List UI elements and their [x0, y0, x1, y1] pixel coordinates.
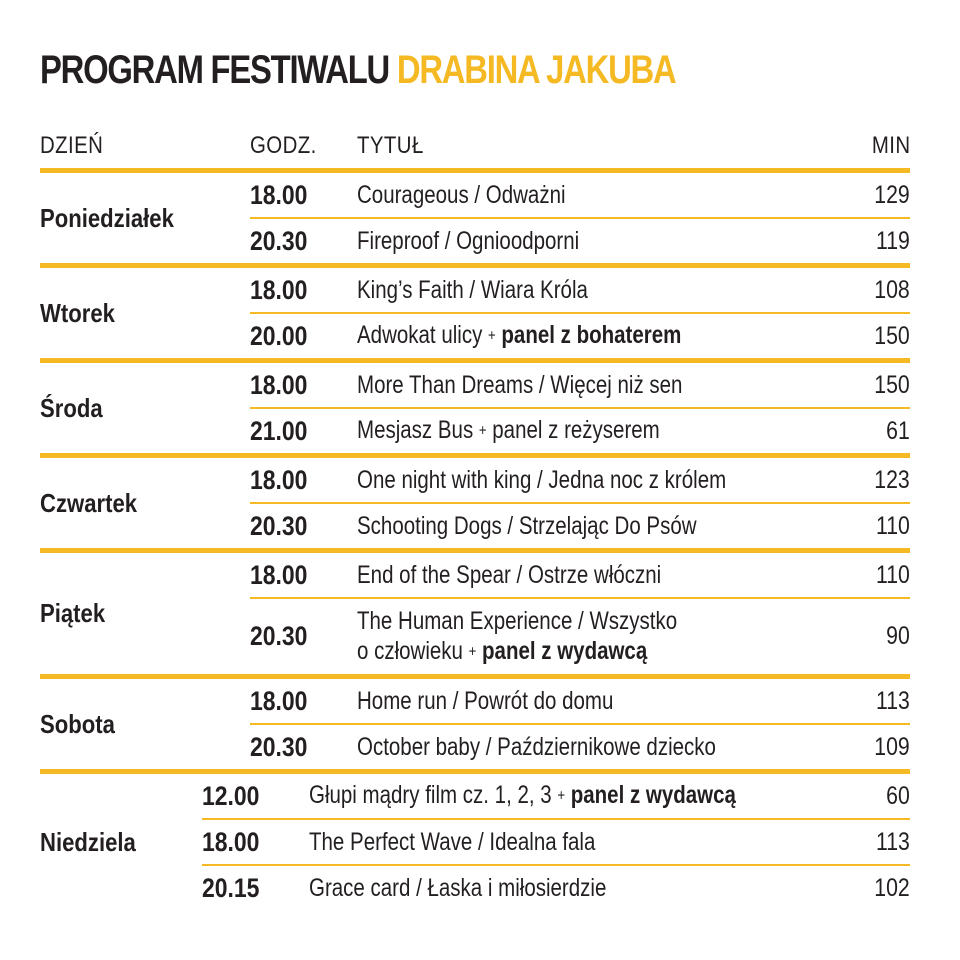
show-time: 18.00: [250, 685, 308, 716]
film-title-text: Home run / Powrót do domu: [357, 687, 614, 715]
film-title: [309, 873, 830, 903]
day-group: [40, 774, 910, 910]
day-name: [40, 458, 250, 548]
film-title-text: Fireproof / Ognioodporni: [357, 227, 580, 255]
panel-label: panel z bohaterem: [501, 321, 682, 350]
film-title: [357, 415, 830, 446]
duration-value: 110: [876, 560, 910, 589]
table-row: [250, 409, 910, 453]
film-title-text: End of the Spear / Ostrze włóczni: [357, 561, 662, 589]
show-time: 12.00: [202, 780, 260, 811]
day-group: [40, 553, 910, 674]
header-title: TYTUŁ: [357, 132, 424, 159]
duration-value: 129: [874, 180, 910, 209]
film-title-text: The Human Experience / Wszystko: [357, 606, 678, 635]
day-group: [40, 679, 910, 769]
duration: [830, 276, 910, 305]
film-title: [357, 180, 830, 210]
film-extra: panel z reżyserem: [492, 416, 660, 445]
day-group: [40, 173, 910, 263]
film-title-text: One night with king / Jedna noc z królem: [357, 466, 727, 494]
table-row: [250, 504, 910, 548]
day-name-label: Niedziela: [40, 826, 136, 857]
duration-value: 109: [874, 732, 910, 761]
schedule-body: [40, 168, 910, 910]
day-name-label: Czwartek: [40, 487, 138, 518]
duration: [830, 622, 910, 651]
film-title: [357, 686, 830, 716]
table-row: [250, 219, 910, 263]
film-title: [357, 465, 830, 495]
duration-value: 108: [874, 275, 910, 304]
duration-value: 150: [874, 370, 910, 399]
day-name-label: Poniedziałek: [40, 202, 174, 233]
film-title: [357, 370, 830, 400]
film-title: [357, 560, 830, 590]
show-time: 18.00: [250, 464, 308, 495]
duration: [830, 227, 910, 256]
day-group: [40, 268, 910, 358]
duration: [830, 782, 910, 811]
show-time: 20.30: [250, 621, 308, 651]
film-title-text: More Than Dreams / Więcej niż sen: [357, 371, 683, 399]
day-name: [40, 363, 250, 453]
film-title: [357, 226, 830, 256]
show-time: 18.00: [250, 179, 308, 210]
table-row: [250, 458, 910, 502]
film-title-text: Courageous / Odważni: [357, 181, 566, 209]
schedule-table: [40, 128, 910, 910]
table-row: [250, 173, 910, 217]
day-name: [40, 173, 250, 263]
duration-value: 90: [886, 622, 910, 650]
duration: [830, 181, 910, 210]
duration-value: 150: [874, 321, 910, 350]
duration: [830, 322, 910, 351]
film-title-text: Głupi mądry film cz. 1, 2, 3: [309, 781, 553, 810]
film-title: [357, 606, 830, 667]
show-time: 18.00: [202, 826, 260, 857]
film-title: [309, 780, 830, 811]
table-row: [250, 725, 910, 769]
show-time: 18.00: [250, 369, 308, 400]
duration: [830, 561, 910, 590]
table-row: [250, 679, 910, 723]
duration: [830, 828, 910, 857]
day-group: [40, 363, 910, 453]
show-time: 20.30: [250, 731, 308, 762]
film-title-text: Adwokat ulicy: [357, 321, 483, 350]
day-name: [40, 679, 250, 769]
film-title-text: King’s Faith / Wiara Króla: [357, 276, 588, 304]
duration: [830, 371, 910, 400]
table-header: [40, 128, 910, 168]
film-title-text: Mesjasz Bus: [357, 416, 474, 445]
plus-sign: +: [557, 787, 566, 805]
duration-value: 110: [876, 511, 910, 540]
film-title-text-2: o człowieku: [357, 636, 463, 665]
duration: [830, 417, 910, 446]
film-title-text: The Perfect Wave / Idealna fala: [309, 828, 596, 856]
film-title-text: Schooting Dogs / Strzelając Do Psów: [357, 512, 697, 540]
film-title-text: October baby / Październikowe dziecko: [357, 733, 716, 761]
film-title: [357, 732, 830, 762]
duration: [830, 733, 910, 762]
title-main: PROGRAM FESTIWALU: [40, 48, 389, 92]
table-row: [250, 363, 910, 407]
film-title: [357, 320, 830, 351]
duration-value: 102: [874, 873, 910, 902]
duration: [830, 512, 910, 541]
day-name-label: Sobota: [40, 708, 115, 739]
show-time: 20.30: [250, 510, 308, 541]
table-row: [202, 866, 910, 910]
duration-value: 60: [886, 781, 910, 810]
day-group: [40, 458, 910, 548]
header-time: GODZ.: [250, 132, 317, 159]
panel-label: panel z wydawcą: [571, 781, 737, 810]
show-time: 18.00: [250, 559, 308, 590]
plus-sign: +: [468, 643, 477, 661]
show-time: 21.00: [250, 415, 308, 446]
plus-sign: +: [478, 422, 487, 440]
table-row: [250, 314, 910, 358]
table-row: [250, 553, 910, 597]
show-time: 20.15: [202, 872, 260, 903]
day-name-label: Środa: [40, 392, 103, 423]
show-time: 20.00: [250, 320, 308, 351]
film-title: [357, 275, 830, 305]
day-name: [40, 774, 202, 910]
duration: [830, 466, 910, 495]
table-row: [202, 820, 910, 864]
duration-value: 61: [886, 416, 910, 445]
day-name-label: Wtorek: [40, 297, 115, 328]
table-row: [250, 599, 910, 674]
panel-label: panel z wydawcą: [482, 636, 648, 665]
duration-value: 113: [876, 827, 910, 856]
table-row: [202, 774, 910, 818]
film-title-text: Grace card / Łaska i miłosierdzie: [309, 874, 607, 902]
film-title: [357, 511, 830, 541]
title-accent: DRABINA JAKUBA: [396, 48, 676, 92]
header-min: MIN: [871, 132, 910, 159]
duration: [830, 687, 910, 716]
show-time: 18.00: [250, 274, 308, 305]
duration-value: 119: [876, 226, 910, 255]
table-row: [250, 268, 910, 312]
duration-value: 123: [874, 465, 910, 494]
show-time: 20.30: [250, 225, 308, 256]
header-day: DZIEŃ: [40, 132, 104, 159]
plus-sign: +: [488, 327, 496, 345]
film-title: [309, 827, 830, 857]
page-title: [40, 40, 675, 100]
day-name-label: Piątek: [40, 598, 106, 628]
day-name: [40, 553, 250, 674]
duration: [830, 874, 910, 903]
day-name: [40, 268, 250, 358]
duration-value: 113: [876, 686, 910, 715]
